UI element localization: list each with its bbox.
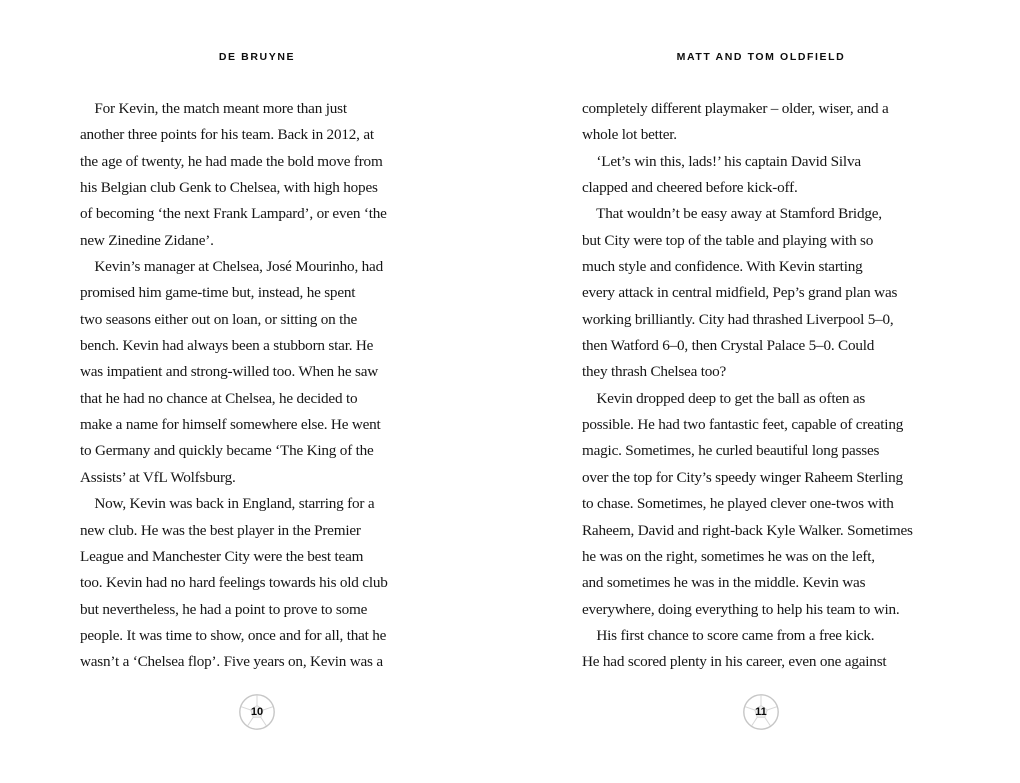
page-number-badge [238, 693, 276, 731]
text-line: For Kevin, the match meant more than just [80, 100, 347, 117]
running-header-right: MATT AND TOM OLDFIELD [676, 51, 846, 63]
text-line: much style and confidence. With Kevin starting [582, 258, 863, 276]
text-line: clapped and cheered before kick-off. [582, 179, 798, 197]
text-line: every attack in central midfield, Pep’s grand plan was [582, 284, 898, 302]
text-line: His first chance to score came from a free kick. [582, 626, 875, 644]
text-line: He had scored plenty in his career, even one against [582, 653, 887, 671]
text-line: to chase. Sometimes, he played clever one-twos with [582, 495, 894, 513]
text-line: was impatient and strong-willed too. When he saw [80, 363, 379, 381]
text-line: too. Kevin had no hard feelings towards his old club [80, 574, 388, 592]
text-line: but nevertheless, he had a point to prove to some [80, 600, 368, 618]
text-line: his Belgian club Genk to Chelsea, with high hopes [80, 179, 378, 197]
text-line: working brilliantly. City had thrashed Liverpool 5–0, [582, 310, 894, 328]
text-line: to Germany and quickly became ‘The King of the [80, 442, 374, 460]
text-line: make a name for himself somewhere else. He went [80, 416, 381, 434]
text-line: people. It was time to show, once and for all, that he [80, 626, 387, 644]
text-line: Kevin dropped deep to get the ball as often as [582, 389, 866, 407]
text-line: of becoming ‘the next Frank Lampard’, or even ‘the [80, 205, 387, 223]
text-line: he was on the right, sometimes he was on the left, [582, 547, 875, 565]
text-line: wasn’t a ‘Chelsea flop’. Five years on, Kevin was a [80, 653, 383, 671]
text-line: magic. Sometimes, he curled beautiful long passes [582, 442, 880, 460]
text-line: Assists’ at VfL Wolfsburg. [80, 468, 236, 486]
text-line: That wouldn’t be easy away at Stamford Bridge, [582, 205, 882, 223]
page-right-footer [582, 693, 940, 731]
text-line: bench. Kevin had always been a stubborn star. He [80, 337, 374, 355]
page-left-footer [78, 693, 436, 731]
text-line: the age of twenty, he had made the bold move from [80, 152, 383, 170]
page-number-badge [742, 693, 780, 731]
text-line: they thrash Chelsea too? [582, 363, 727, 381]
page-number-left: 10 [250, 706, 264, 718]
text-line: promised him game-time but, instead, he spent [80, 284, 356, 302]
text-line: then Watford 6–0, then Crystal Palace 5–0. Could [582, 337, 875, 355]
text-line: Kevin’s manager at Chelsea, José Mourinho, had [80, 258, 383, 276]
text-line: and sometimes he was in the middle. Kevin was [582, 574, 866, 592]
text-line: League and Manchester City were the best team [80, 547, 364, 565]
text-line: that he had no chance at Chelsea, he decided to [80, 389, 358, 407]
text-line: Now, Kevin was back in England, starring for a [80, 495, 375, 513]
page-right [510, 0, 1020, 783]
text-line: another three points for his team. Back in 2012, at [80, 126, 374, 144]
text-line: over the top for City’s speedy winger Raheem Sterling [582, 468, 903, 486]
page-number-right: 11 [755, 706, 767, 718]
page-right-text [582, 96, 942, 676]
text-line: two seasons either out on loan, or sitting on the [80, 310, 358, 328]
text-line: everywhere, doing everything to help his team to win. [582, 600, 900, 618]
running-header-left: DE BRUYNE [218, 51, 296, 63]
text-line: whole lot better. [582, 126, 677, 144]
text-line: completely different playmaker – older, wiser, and a [582, 100, 889, 117]
text-line: ‘Let’s win this, lads!’ his captain David Silva [582, 152, 861, 170]
text-line: Raheem, David and right-back Kyle Walker. Sometimes [582, 521, 913, 539]
text-line: new Zinedine Zidane’. [80, 231, 214, 249]
text-line: new club. He was the best player in the Premier [80, 521, 361, 539]
text-line: but City were top of the table and playing with so [582, 231, 874, 249]
text-line: possible. He had two fantastic feet, capable of creating [582, 416, 904, 434]
page-left-text [80, 96, 436, 676]
